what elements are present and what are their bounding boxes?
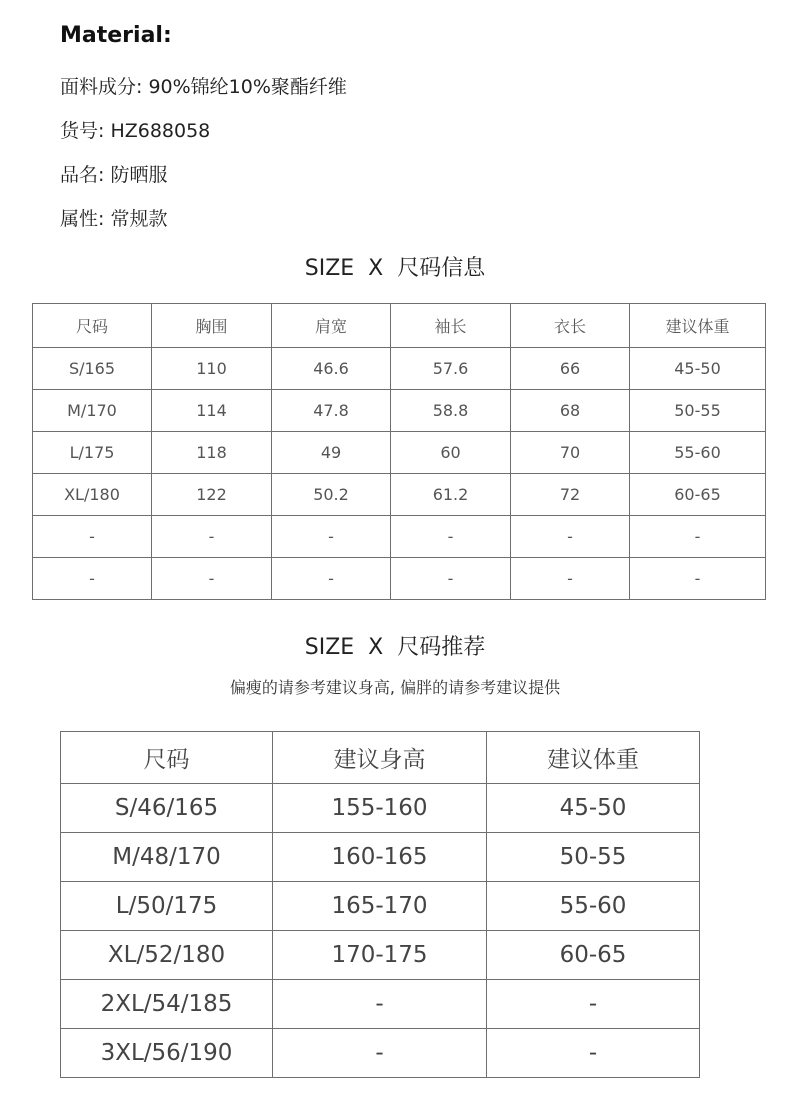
table-cell: 68 [511,390,630,432]
table-cell: - [33,516,152,558]
table-cell: - [272,516,391,558]
table-cell: 160-165 [273,833,487,882]
table-cell: 49 [272,432,391,474]
header-height: 建议身高 [273,732,487,784]
table-cell: 70 [511,432,630,474]
table-cell: 165-170 [273,882,487,931]
table-cell: 122 [152,474,272,516]
table-cell: 50-55 [487,833,700,882]
table-cell: 58.8 [391,390,511,432]
table-cell: - [511,558,630,600]
table-row [61,882,700,931]
table-cell: 155-160 [273,784,487,833]
header-weight: 建议体重 [630,304,766,348]
table-cell: - [630,558,766,600]
table-cell: M/170 [33,390,152,432]
table-row [61,931,700,980]
table-row [33,558,766,600]
table-cell: 110 [152,348,272,390]
table-cell: L/175 [33,432,152,474]
table-cell: S/165 [33,348,152,390]
table-cell: 61.2 [391,474,511,516]
header-weight: 建议体重 [487,732,700,784]
table-cell: 118 [152,432,272,474]
table-cell: 3XL/56/190 [61,1029,273,1078]
header-length: 衣长 [511,304,630,348]
table-row [61,784,700,833]
table-cell: 114 [152,390,272,432]
table-cell: 2XL/54/185 [61,980,273,1029]
header-chest: 胸围 [152,304,272,348]
product-attribute: 属性: 常规款 [60,208,168,230]
product-name: 品名: 防晒服 [60,164,168,186]
table-cell: M/48/170 [61,833,273,882]
table-cell: 45-50 [487,784,700,833]
size-info-header-row [33,304,766,348]
material-heading: Material: [60,23,172,48]
table-row [61,1029,700,1078]
size-info-table [32,303,766,600]
table-cell: S/46/165 [61,784,273,833]
fabric-composition: 面料成分: 90%锦纶10%聚酯纤维 [60,76,347,98]
table-cell: 50.2 [272,474,391,516]
table-cell: 170-175 [273,931,487,980]
size-recommend-subtitle: 偏瘦的请参考建议身高, 偏胖的请参考建议提供 [229,678,561,697]
table-cell: - [391,558,511,600]
table-row [33,516,766,558]
table-cell: 72 [511,474,630,516]
table-cell: - [273,1029,487,1078]
table-row [33,474,766,516]
item-number: 货号: HZ688058 [60,120,211,142]
table-cell: 46.6 [272,348,391,390]
table-cell: - [487,1029,700,1078]
table-cell: 55-60 [630,432,766,474]
table-cell: L/50/175 [61,882,273,931]
size-recommend-table [60,731,700,1078]
table-cell: - [273,980,487,1029]
size-recommend-header-row [61,732,700,784]
table-cell: - [511,516,630,558]
header-sleeve: 袖长 [391,304,511,348]
table-cell: 60-65 [487,931,700,980]
header-size: 尺码 [33,304,152,348]
size-info-title: SIZE X 尺码信息 [304,256,486,281]
table-row [61,980,700,1029]
table-row [61,833,700,882]
table-cell: 60 [391,432,511,474]
table-cell: 57.6 [391,348,511,390]
table-cell: 66 [511,348,630,390]
table-cell: 50-55 [630,390,766,432]
table-cell: 45-50 [630,348,766,390]
header-shoulder: 肩宽 [272,304,391,348]
table-cell: 55-60 [487,882,700,931]
table-cell: - [152,558,272,600]
table-cell: XL/180 [33,474,152,516]
table-cell: 47.8 [272,390,391,432]
table-cell: - [391,516,511,558]
table-cell: - [630,516,766,558]
table-cell: - [272,558,391,600]
table-cell: - [152,516,272,558]
table-cell: - [33,558,152,600]
header-size: 尺码 [61,732,273,784]
size-recommend-title: SIZE X 尺码推荐 [304,635,486,660]
table-row [33,432,766,474]
table-cell: 60-65 [630,474,766,516]
table-cell: - [487,980,700,1029]
table-cell: XL/52/180 [61,931,273,980]
table-row [33,348,766,390]
table-row [33,390,766,432]
